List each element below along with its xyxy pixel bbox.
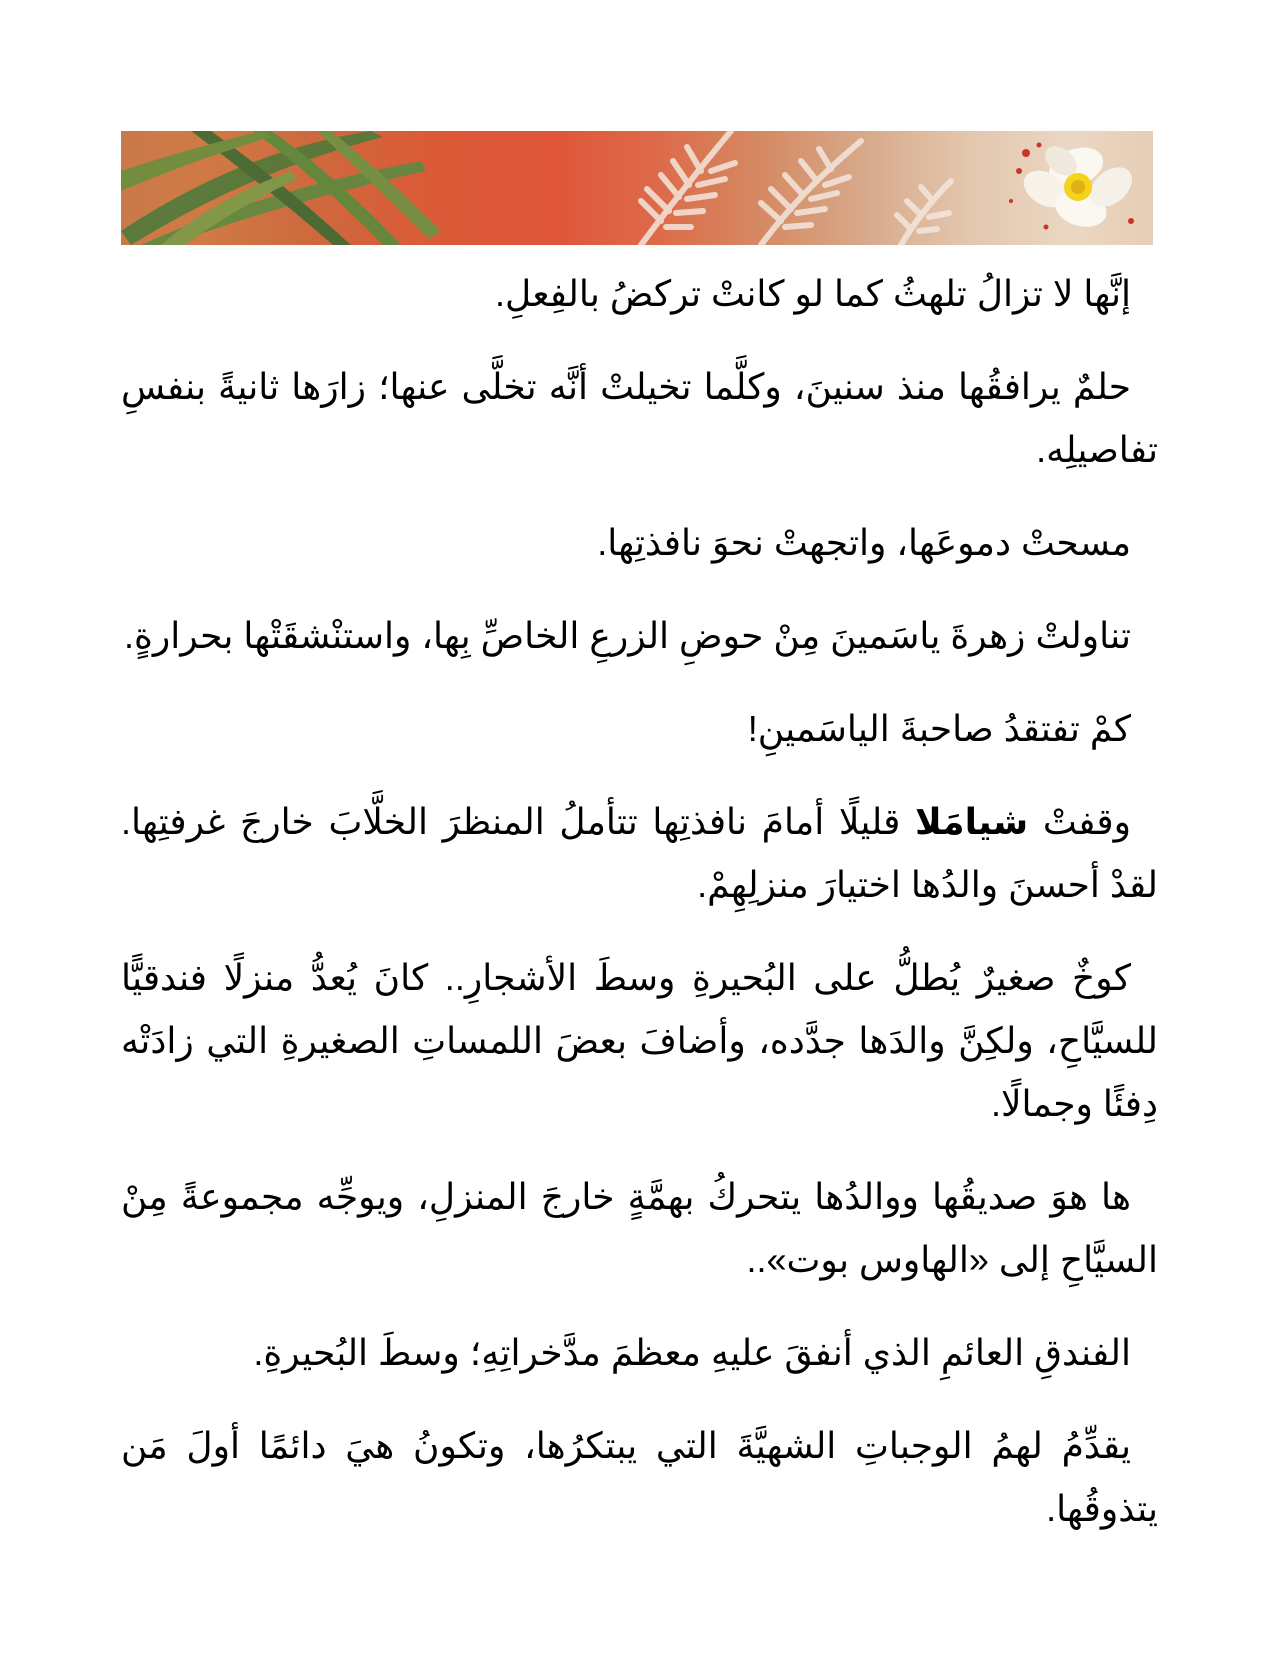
paragraph-2: حلمٌ يرافقُها منذ سنينَ، وكلَّما تخيلتْ أنَّه تخلَّى عنها؛ زارَها ثانيةً بنفسِ تفاصيلِه. xyxy=(121,366,1158,470)
fern-icon xyxy=(641,131,951,245)
paragraph-4: تناولتْ زهرةَ ياسَمينَ مِنْ حوضِ الزرعِ الخاصِّ بِها، واستنْشقَتْها بحرارةٍ. xyxy=(124,615,1131,656)
paragraph-6-before: وقفتْ xyxy=(1028,801,1131,842)
paragraph-5: كمْ تفتقدُ صاحبةَ الياسَمينِ! xyxy=(747,708,1131,749)
paragraph-6 xyxy=(121,790,1158,916)
paragraph-6-after: قليلًا أمامَ نافذتِها تتأملُ المنظرَ الخلَّابَ خارجَ غرفتِها. لقدْ أحسنَ والدُها اختيارَ منزلِهِمْ. xyxy=(121,801,1158,905)
story-text xyxy=(121,262,1158,1540)
paragraph-1: إنَّها لا تزالُ تلهثُ كما لو كانتْ تركضُ بالفِعلِ. xyxy=(495,273,1131,314)
palm-leaf-icon xyxy=(121,131,441,245)
paragraph-3: مسحتْ دموعَها، واتجهتْ نحوَ نافذتِها. xyxy=(597,522,1131,563)
paragraph-10: يقدِّمُ لهمُ الوجباتِ الشهيَّةَ التي يبتكرُها، وتكونُ هيَ دائمًا أولَ مَن يتذوقُها. xyxy=(121,1425,1158,1529)
paragraph-7: كوخٌ صغيرٌ يُطلُّ على البُحيرةِ وسطَ الأشجارِ.. كانَ يُعدُّ منزلًا فندقيًّا للسيَّاحِ، ولكِنَّ والدَها جدَّده، وأضافَ بعضَ اللمساتِ الصغيرةِ التي زادَتْه دِفئًا وجمالًا. xyxy=(121,957,1158,1124)
character-name: شيامَلا xyxy=(914,801,1029,842)
banner-illustration xyxy=(121,131,1153,245)
flower-icon xyxy=(1017,140,1139,232)
paragraph-9: الفندقِ العائمِ الذي أنفقَ عليهِ معظمَ مدَّخراتِهِ؛ وسطَ البُحيرةِ. xyxy=(253,1332,1131,1373)
botanical-banner xyxy=(121,131,1153,245)
paragraph-8: ها هوَ صديقُها ووالدُها يتحركُ بهمَّةٍ خارجَ المنزلِ، ويوجِّه مجموعةً مِنْ السيَّاحِ إلى «الهاوس بوت».. xyxy=(121,1176,1158,1280)
